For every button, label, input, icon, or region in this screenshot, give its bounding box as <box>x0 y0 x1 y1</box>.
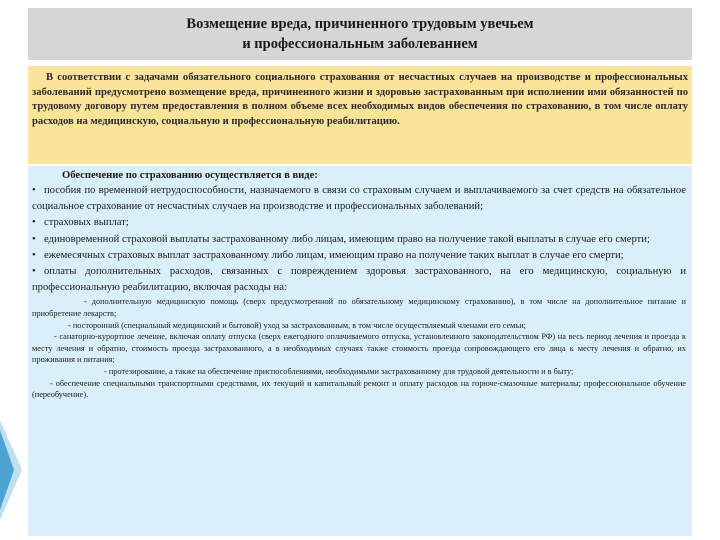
bullet-icon: • <box>32 185 36 196</box>
sub-item-text: - дополнительную медицинскую помощь (сверх предусмотренной по обязательному медицинскому страхованию), в том числе на дополнительное питание и приобретение лекарств; <box>32 297 686 319</box>
bullet-icon: • <box>32 217 36 229</box>
slide-title <box>28 8 692 60</box>
intro-text: В соответствии с задачами обязательного социального страхования от несчастных случаев на производстве и профессиональных заболеваний предусмотрено возмещение вреда, причиненного жизни и здоровью застрахованным при исполнении ими обязанностей по трудовому договору путем предоставления в полном объеме всех необходимых видов обеспечения по страхованию, в том числе оплату расходов на медицинскую, социальную и профессиональную реабилитацию. <box>32 72 688 127</box>
provisions-box <box>28 166 692 536</box>
intro-paragraph-box <box>28 66 692 164</box>
sub-item-text: - санаторно-курортное лечение, включая оплату отпуска (сверх ежегодного оплачиваемого отпуска, установленного законодательством РФ) на весь период лечения и проезда к месту лечения и обратно, стоимость проезда застрахованного, а в необходимых случаях также стоимость проезда сопровождающего его лица к месту лечения и обратно, их проживания и питания; <box>32 332 686 365</box>
list-item <box>32 264 686 296</box>
list-item <box>32 232 686 248</box>
list-item-text: ежемесячных страховых выплат застрахованному либо лицам, имеющим право на получение таких выплат в случае его смерти; <box>44 249 624 261</box>
sub-item-text: - обеспечение специальными транспортными средствами, их текущий и капитальный ремонт и оплату расходов на горюче-смазочные материалы; профессиональное обучение (переобучение). <box>32 378 686 400</box>
bullet-icon: • <box>32 233 36 245</box>
bullet-icon: • <box>32 266 36 278</box>
list-item <box>32 215 686 231</box>
sub-item-text: - протезирование, а также на обеспечение приспособлениями, необходимыми застрахованному для трудовой деятельности и в быту; <box>104 366 574 376</box>
title-line-1: Возмещение вреда, причиненного трудовым увечьем <box>186 16 534 32</box>
sub-item <box>32 378 686 401</box>
sub-item <box>32 296 686 319</box>
list-item-text: страховых выплат; <box>44 217 129 229</box>
sub-item <box>32 331 686 366</box>
sub-item <box>32 320 686 332</box>
list-item <box>32 248 686 264</box>
decorative-arrows <box>0 0 30 540</box>
sub-item-text: - посторонний (специальный медицинский и бытовой) уход за застрахованным, в том числе осуществляемый членами его семьи; <box>68 320 526 330</box>
bullet-icon: • <box>32 249 36 261</box>
provisions-lead: Обеспечение по страхованию осуществляется в виде: <box>62 170 318 181</box>
list-item-text: пособия по временной нетрудоспособности, назначаемого в связи со страховым случаем и выплачиваемого за счет средств на обязательное социальное страхование от несчастных случаев на производстве и профессиональных заболеваний; <box>32 185 686 213</box>
sub-item <box>32 366 686 378</box>
list-item-text: единовременной страховой выплаты застрахованному либо лицам, имеющим право на получение такой выплаты в случае его смерти; <box>44 233 650 245</box>
list-item-text: оплаты дополнительных расходов, связанных с повреждением здоровья застрахованного, на его медицинскую, социальную и профессиональную реабилитацию, включая расходы на: <box>32 266 686 294</box>
title-line-2: и профессиональным заболеванием <box>242 36 478 52</box>
list-item <box>32 183 686 215</box>
